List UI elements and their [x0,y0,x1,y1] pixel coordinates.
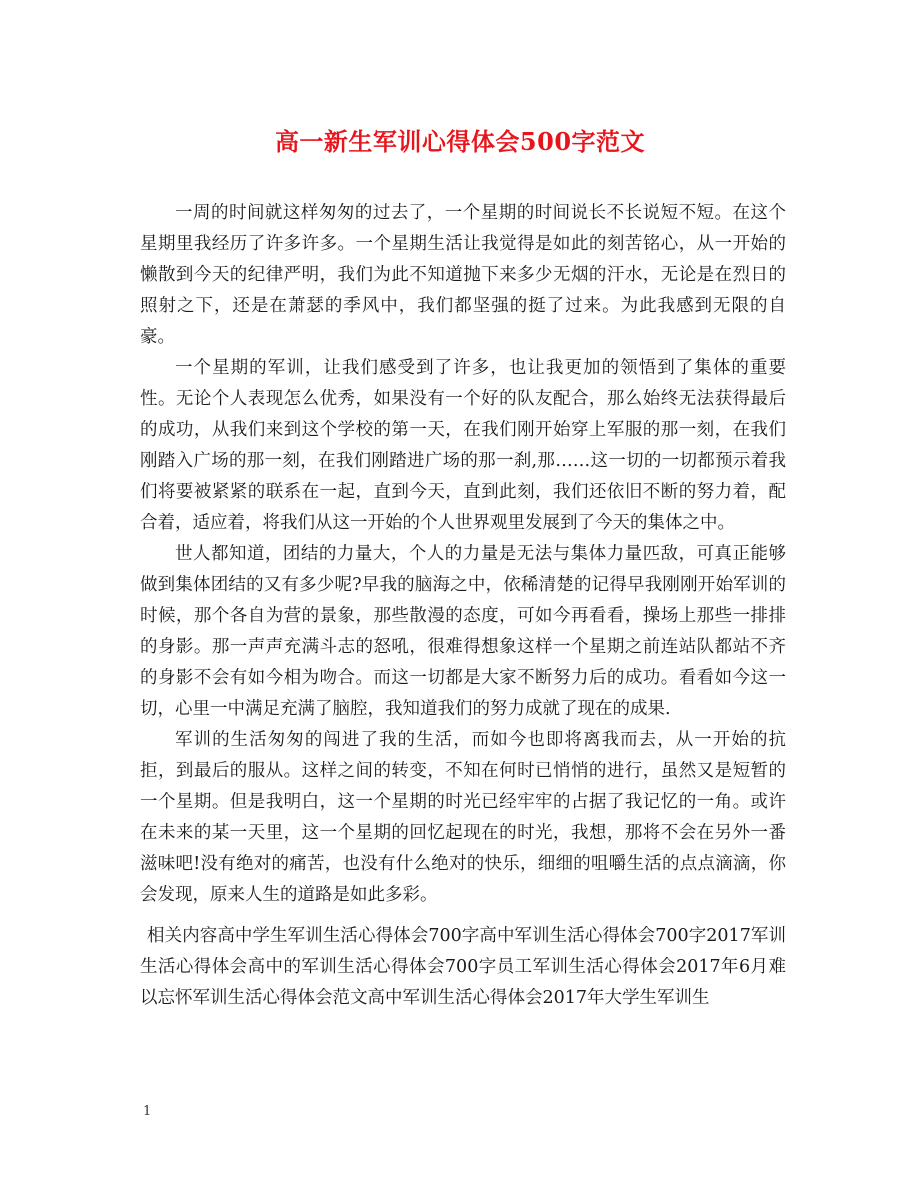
paragraph-4: 军训的生活匆匆的闯进了我的生活，而如今也即将离我而去，从一开始的抗拒，到最后的服从。这样之间的转变，不知在何时已悄悄的进行，虽然又是短暂的一个星期。但是我明白，这一个星期的时光已经牢牢的占据了我记忆的一角。或许在未来的某一天里，这一个星期的回忆起现在的时光，我想，那将不会在另外一番滋味吧!没有绝对的痛苦，也没有什么绝对的快乐，细细的咀嚼生活的点点滴滴，你会发现，原来人生的道路是如此多彩。 [140,730,786,905]
related-content: 相关内容高中学生军训生活心得体会700字高中军训生活心得体会700字2017军训生活心得体会高中的军训生活心得体会700字员工军训生活心得体会2017年6月难以忘怀军训生活心得体会范文高中军训生活心得体会2017年大学生军训生 [140,926,786,1008]
paragraph-1: 一周的时间就这样匆匆的过去了，一个星期的时间说长不长说短不短。在这个星期里我经历了许多许多。一个星期生活让我觉得是如此的刻苦铭心，从一开始的懒散到今天的纪律严明，我们为此不知道抛下来多少无烟的汗水，无论是在烈日的照射之下，还是在萧瑟的季风中，我们都坚强的挺了过来。为此我感到无限的自豪。 [140,203,786,347]
page-number: 1 [143,1104,152,1119]
paragraph-3: 世人都知道，团结的力量大，个人的力量是无法与集体力量匹敌，可真正能够做到集体团结的又有多少呢?早我的脑海之中，依稀清楚的记得早我刚刚开始军训的时候，那个各自为营的景象，那些散漫的态度，可如今再看看，操场上那些一排排的身影。那一声声充满斗志的怒吼，很难得想象这样一个星期之前连站队都站不齐的身影不会有如今相为吻合。而这一切都是大家不断努力后的成功。看看如今这一切，心里一中满足充满了脑腔，我知道我们的努力成就了现在的成果. [140,544,786,719]
paragraph-2: 一个星期的军训，让我们感受到了许多，也让我更加的领悟到了集体的重要性。无论个人表现怎么优秀，如果没有一个好的队友配合，那么始终无法获得最后的成功，从我们来到这个学校的第一天，在我们刚开始穿上军服的那一刻，在我们刚踏入广场的那一刻，在我们刚踏进广场的那一刹,那……这一切的一切都预示着我们将要被紧紧的联系在一起，直到今天，直到此刻，我们还依旧不断的努力着，配合着，适应着，将我们从这一开始的个人世界观里发展到了今天的集体之中。 [140,358,786,533]
document-title: 高一新生军训心得体会500字范文 [274,127,646,156]
document-body [140,198,786,1014]
